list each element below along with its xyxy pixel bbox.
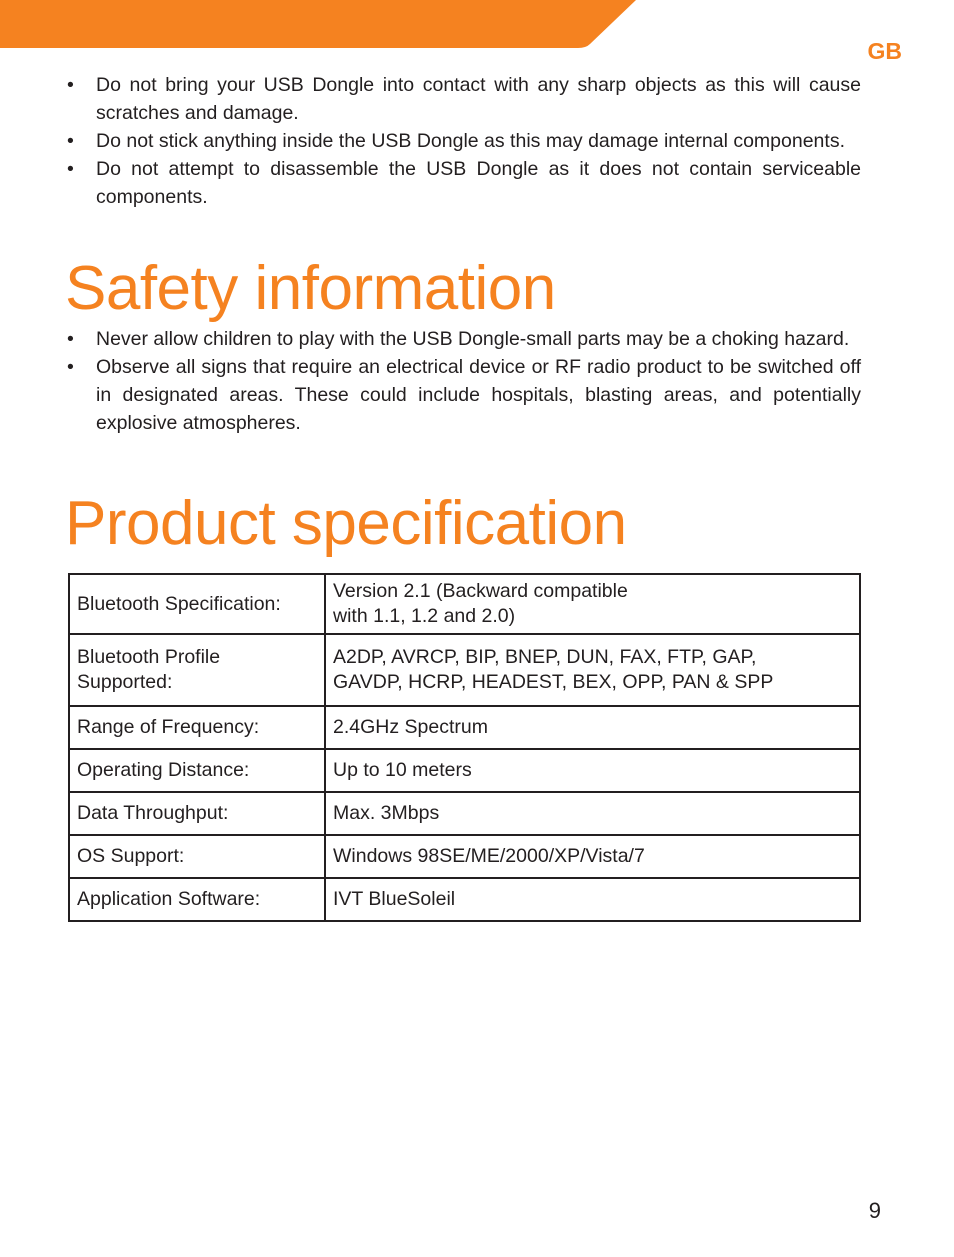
bullet-icon: • [67, 356, 74, 378]
list-item: • Observe all signs that require an electrical device or RF radio product to be switched off in designated areas. These could include hospitals, blasting areas, and potentially explosive atmospheres. [67, 353, 861, 437]
spec-label: Range of Frequency: [69, 706, 325, 749]
spec-label: Application Software: [69, 878, 325, 921]
spec-label: Bluetooth Specification: [69, 574, 325, 634]
language-label: GB [867, 38, 902, 64]
table-row [69, 634, 860, 706]
spec-value: A2DP, AVRCP, BIP, BNEP, DUN, FAX, FTP, GAP, GAVDP, HCRP, HEADEST, BEX, OPP, PAN & SPP [325, 634, 860, 706]
safety-bullets [67, 325, 861, 437]
list-item: • Never allow children to play with the USB Dongle-small parts may be a choking hazard. [67, 325, 861, 353]
spec-label: Bluetooth Profile Supported: [69, 634, 325, 706]
table-row [69, 706, 860, 749]
list-item: • Do not attempt to disassemble the USB Dongle as it does not contain serviceable components. [67, 155, 861, 211]
spec-label: Operating Distance: [69, 749, 325, 792]
bullet-icon: • [67, 74, 74, 96]
spec-value: IVT BlueSoleil [325, 878, 860, 921]
bullet-icon: • [67, 130, 74, 152]
table-row [69, 878, 860, 921]
table-row [69, 749, 860, 792]
spec-value: Max. 3Mbps [325, 792, 860, 835]
list-item: • Do not bring your USB Dongle into contact with any sharp objects as this will cause scratches and damage. [67, 71, 861, 127]
spec-value: 2.4GHz Spectrum [325, 706, 860, 749]
bullet-icon: • [67, 328, 74, 350]
table-row [69, 792, 860, 835]
spec-value: Windows 98SE/ME/2000/XP/Vista/7 [325, 835, 860, 878]
spec-value: Version 2.1 (Backward compatible with 1.1, 1.2 and 2.0) [325, 574, 860, 634]
spec-table [68, 573, 861, 922]
spec-label: OS Support: [69, 835, 325, 878]
bullet-icon: • [67, 158, 74, 180]
page-number: 9 [868, 1198, 881, 1223]
header-banner [0, 0, 640, 48]
spec-label: Data Throughput: [69, 792, 325, 835]
list-item: • Do not stick anything inside the USB Dongle as this may damage internal components. [67, 127, 861, 155]
spec-value: Up to 10 meters [325, 749, 860, 792]
table-row [69, 835, 860, 878]
safety-heading: Safety information [65, 254, 556, 323]
spec-heading: Product specification [65, 489, 627, 558]
handling-bullets [67, 71, 861, 211]
table-row [69, 574, 860, 634]
